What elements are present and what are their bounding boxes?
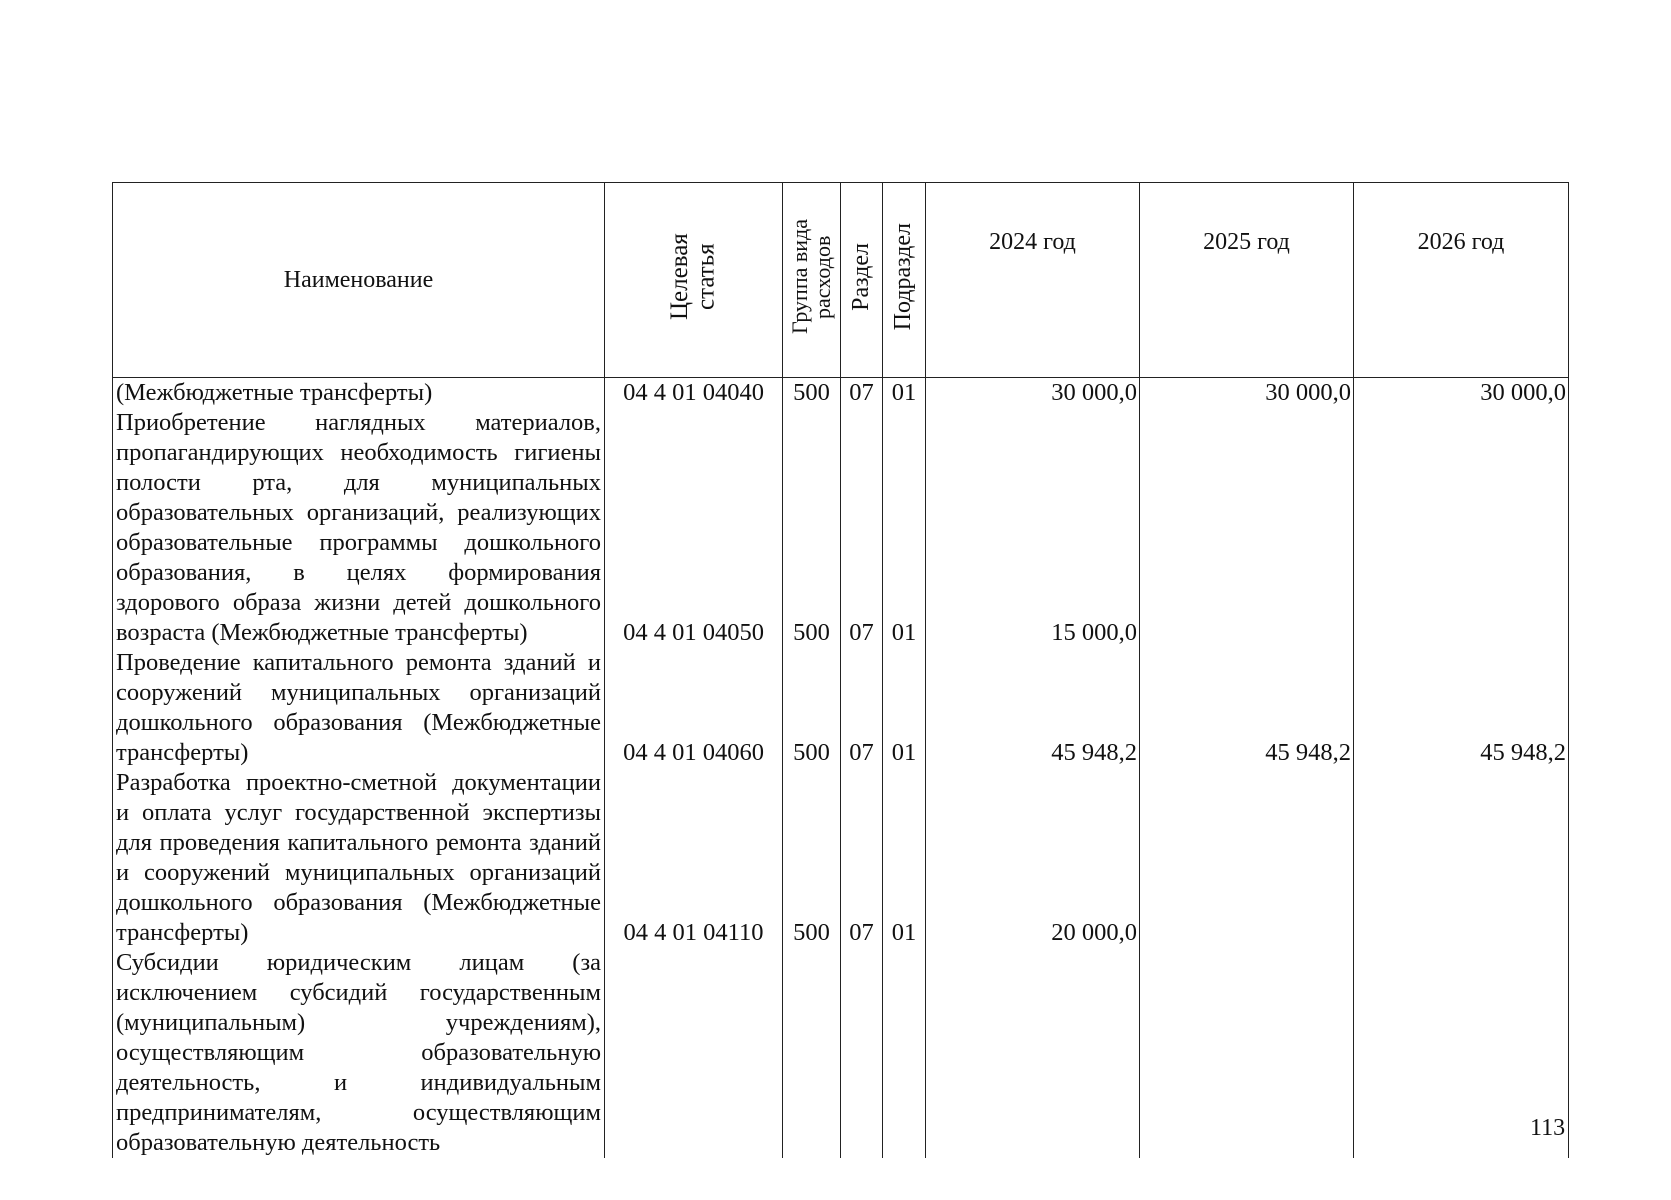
- row-amount-2025: [1140, 408, 1354, 648]
- row-amount-2025: 45 948,2: [1140, 648, 1354, 768]
- row-subsection: 01: [883, 378, 926, 409]
- table-row: [113, 768, 1569, 948]
- row-amount-2025: [1140, 768, 1354, 948]
- row-section: [841, 948, 883, 1158]
- row-amount-2024: 20 000,0: [926, 768, 1140, 948]
- row-subsection: 01: [883, 408, 926, 648]
- table-row: [113, 378, 1569, 409]
- row-name: Приобретение наглядных материалов, пропагандирующих необходимость гигиены полости рта, для муниципальных образовательных организаций, реализующих образовательные программы дошкольного образования, в целях формирования здорового образа жизни детей дошкольного возраста (Межбюджетные трансферты): [113, 408, 605, 648]
- header-row: [113, 183, 1569, 378]
- row-amount-2024: [926, 948, 1140, 1158]
- row-subsection: 01: [883, 768, 926, 948]
- row-section: 07: [841, 768, 883, 948]
- row-target-article: 04 4 01 04110: [605, 768, 783, 948]
- row-expense-group: 500: [783, 408, 841, 648]
- budget-table: [112, 182, 1569, 1158]
- header-expense-group: Группа вида расходов: [783, 183, 841, 378]
- table-row: [113, 648, 1569, 768]
- header-name: Наименование: [113, 183, 605, 378]
- table-row: [113, 408, 1569, 648]
- row-expense-group: [783, 948, 841, 1158]
- row-section: 07: [841, 408, 883, 648]
- row-amount-2025: [1140, 948, 1354, 1158]
- row-amount-2026: [1354, 768, 1569, 948]
- row-amount-2026: 30 000,0: [1354, 378, 1569, 409]
- row-name: (Межбюджетные трансферты): [113, 378, 605, 409]
- row-target-article: 04 4 01 04050: [605, 408, 783, 648]
- row-amount-2024: 45 948,2: [926, 648, 1140, 768]
- row-expense-group: 500: [783, 648, 841, 768]
- header-year-2024: 2024 год: [926, 183, 1140, 378]
- table-row: [113, 948, 1569, 1158]
- page-number: 113: [1530, 1115, 1566, 1141]
- row-expense-group: 500: [783, 378, 841, 409]
- row-target-article: [605, 948, 783, 1158]
- row-name: Проведение капитального ремонта зданий и сооружений муниципальных организаций дошкольного образования (Межбюджетные трансферты): [113, 648, 605, 768]
- row-subsection: 01: [883, 648, 926, 768]
- row-expense-group: 500: [783, 768, 841, 948]
- row-section: 07: [841, 378, 883, 409]
- row-subsection: [883, 948, 926, 1158]
- header-year-2025: 2025 год: [1140, 183, 1354, 378]
- header-year-2026: 2026 год: [1354, 183, 1569, 378]
- row-target-article: 04 4 01 04040: [605, 378, 783, 409]
- row-amount-2026: 45 948,2: [1354, 648, 1569, 768]
- row-amount-2024: 15 000,0: [926, 408, 1140, 648]
- row-amount-2026: [1354, 408, 1569, 648]
- row-name: Субсидии юридическим лицам (за исключением субсидий государственным (муниципальным) учреждениям), осуществляющим образовательную деятельность, и индивидуальным предпринимателям, осуществляющим образовательную деятельность: [113, 948, 605, 1158]
- header-subsection: Подраздел: [883, 183, 926, 378]
- row-section: 07: [841, 648, 883, 768]
- row-amount-2025: 30 000,0: [1140, 378, 1354, 409]
- header-target-article: Целевая статья: [605, 183, 783, 378]
- row-name: Разработка проектно-сметной документации и оплата услуг государственной экспертизы для проведения капитального ремонта зданий и сооружений муниципальных организаций дошкольного образования (Межбюджетные трансферты): [113, 768, 605, 948]
- row-target-article: 04 4 01 04060: [605, 648, 783, 768]
- header-section: Раздел: [841, 183, 883, 378]
- row-amount-2024: 30 000,0: [926, 378, 1140, 409]
